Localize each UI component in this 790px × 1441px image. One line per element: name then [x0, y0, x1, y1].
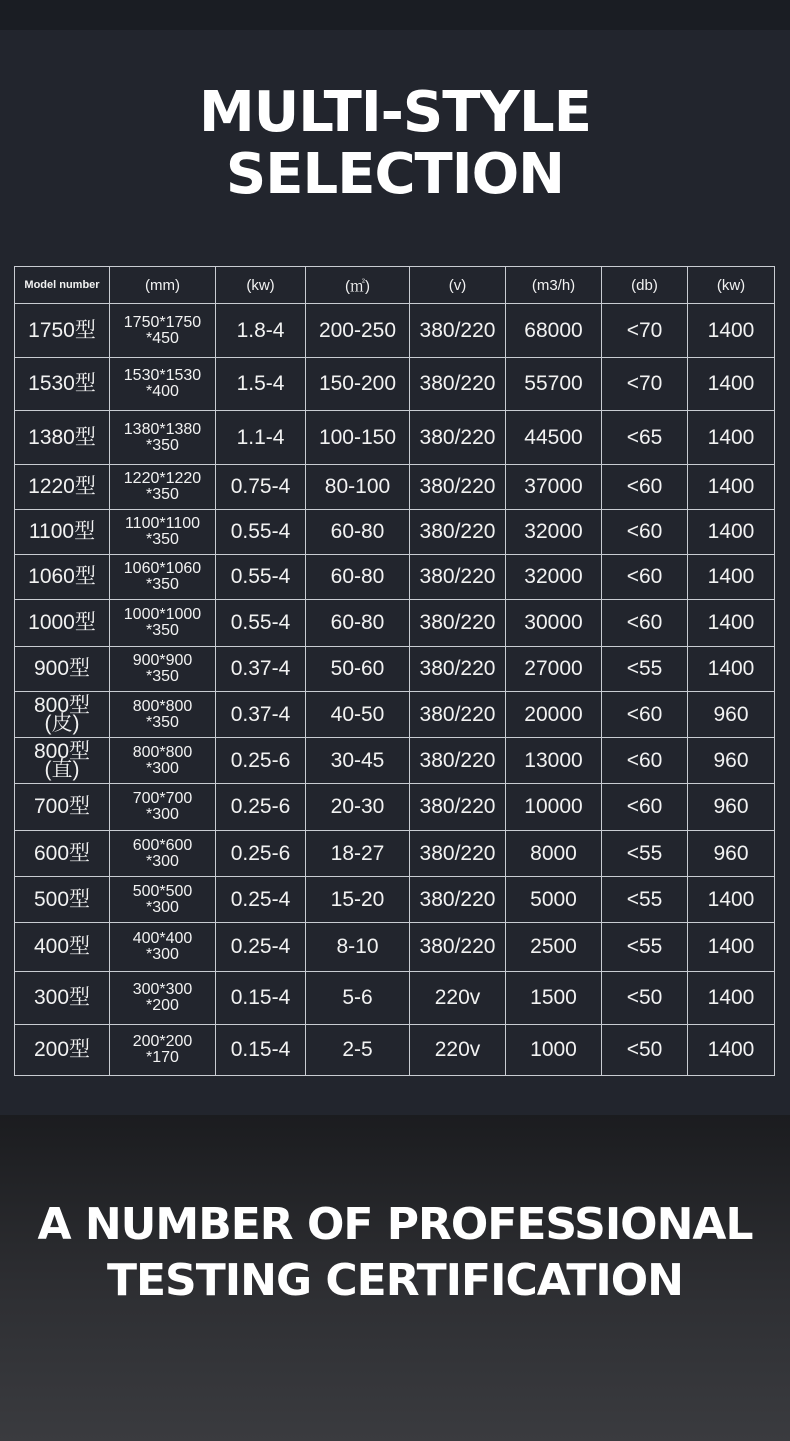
size-height: *350: [146, 622, 179, 639]
voltage-cell: 380/220: [410, 877, 506, 923]
airflow-cell: 37000: [506, 465, 602, 510]
speed-cell: 1400: [688, 600, 775, 647]
power-cell: 0.25-6: [216, 738, 306, 784]
power-cell: 0.75-4: [216, 465, 306, 510]
size-cell: [110, 972, 216, 1025]
size-height: *350: [146, 576, 179, 593]
airflow-cell: 10000: [506, 784, 602, 831]
size-height: *350: [146, 436, 179, 454]
speed-cell: 960: [688, 738, 775, 784]
certification-line-1: A NUMBER OF PROFESSIONAL: [37, 1199, 753, 1250]
speed-cell: 960: [688, 831, 775, 877]
size-cell: [110, 692, 216, 738]
size-height: *170: [146, 1049, 179, 1066]
area-cell: 60-80: [306, 600, 410, 647]
airflow-cell: 13000: [506, 738, 602, 784]
table-row: [15, 784, 775, 831]
size-height: *300: [146, 898, 179, 916]
voltage-cell: 380/220: [410, 600, 506, 647]
airflow-cell: 27000: [506, 647, 602, 692]
noise-cell: <60: [602, 784, 688, 831]
airflow-cell: 8000: [506, 831, 602, 877]
table-row: [15, 877, 775, 923]
model-cell: 1220型: [15, 465, 110, 510]
size-height: *200: [146, 997, 179, 1014]
header-voltage: (v): [410, 267, 506, 304]
title-line-1: MULTI-STYLE: [199, 80, 591, 145]
voltage-cell: 380/220: [410, 738, 506, 784]
area-cell: 8-10: [306, 923, 410, 972]
speed-cell: 1400: [688, 358, 775, 411]
power-cell: 0.25-6: [216, 831, 306, 877]
model-cell: 1000型: [15, 600, 110, 647]
table-header-row: [15, 267, 775, 304]
table-row: [15, 647, 775, 692]
size-cell: [110, 510, 216, 555]
size-dimension: 800*800: [132, 743, 193, 761]
size-cell: [110, 465, 216, 510]
size-cell: [110, 784, 216, 831]
speed-cell: 1400: [688, 465, 775, 510]
header-speed-kw: (kw): [688, 267, 775, 304]
speed-cell: 960: [688, 784, 775, 831]
table-row: [15, 738, 775, 784]
voltage-cell: 380/220: [410, 784, 506, 831]
size-cell: [110, 358, 216, 411]
power-cell: 0.55-4: [216, 555, 306, 600]
table-row: [15, 923, 775, 972]
table-row: [15, 465, 775, 510]
model-cell: 1100型: [15, 510, 110, 555]
area-cell: 2-5: [306, 1025, 410, 1076]
airflow-cell: 1500: [506, 972, 602, 1025]
spec-table: [14, 266, 775, 1076]
size-cell: [110, 877, 216, 923]
size-height: *450: [146, 329, 179, 347]
area-cell: 30-45: [306, 738, 410, 784]
size-height: *400: [146, 383, 179, 400]
table-row: [15, 304, 775, 358]
model-cell: 1380型: [15, 411, 110, 465]
area-cell: 100-150: [306, 411, 410, 465]
certification-heading: [0, 1197, 790, 1309]
power-cell: 0.37-4: [216, 647, 306, 692]
voltage-cell: 380/220: [410, 923, 506, 972]
noise-cell: <60: [602, 600, 688, 647]
model-cell: 200型: [15, 1025, 110, 1076]
noise-cell: <65: [602, 411, 688, 465]
size-dimension: 200*200: [132, 1033, 193, 1050]
size-cell: [110, 923, 216, 972]
airflow-cell: 55700: [506, 358, 602, 411]
airflow-cell: 30000: [506, 600, 602, 647]
speed-cell: 1400: [688, 510, 775, 555]
size-cell: [110, 411, 216, 465]
size-height: *300: [146, 946, 179, 963]
noise-cell: <50: [602, 972, 688, 1025]
size-height: *350: [146, 486, 179, 503]
size-height: *350: [146, 531, 179, 548]
noise-cell: <55: [602, 877, 688, 923]
model-cell: 700型: [15, 784, 110, 831]
voltage-cell: 220v: [410, 1025, 506, 1076]
noise-cell: <55: [602, 647, 688, 692]
area-cell: 150-200: [306, 358, 410, 411]
size-dimension: 300*300: [132, 981, 193, 998]
size-height: *350: [146, 713, 179, 731]
power-cell: 0.25-4: [216, 923, 306, 972]
power-cell: 1.8-4: [216, 304, 306, 358]
noise-cell: <60: [602, 465, 688, 510]
size-dimension: 1530*1530: [123, 367, 202, 384]
airflow-cell: 32000: [506, 510, 602, 555]
voltage-cell: 380/220: [410, 692, 506, 738]
table-row: [15, 411, 775, 465]
voltage-cell: 220v: [410, 972, 506, 1025]
header-model-number: Model number: [15, 267, 110, 304]
header-noise-db: (db): [602, 267, 688, 304]
airflow-cell: 5000: [506, 877, 602, 923]
table-row: [15, 600, 775, 647]
area-cell: 5-6: [306, 972, 410, 1025]
speed-cell: 1400: [688, 1025, 775, 1076]
table-row: [15, 510, 775, 555]
size-dimension: 1750*1750: [123, 313, 202, 331]
area-cell: 80-100: [306, 465, 410, 510]
noise-cell: <60: [602, 692, 688, 738]
size-dimension: 1380*1380: [123, 420, 202, 438]
certification-line-2: TESTING CERTIFICATION: [106, 1255, 683, 1306]
model-cell: 800型 (皮): [15, 692, 110, 738]
model-cell: 1750型: [15, 304, 110, 358]
voltage-cell: 380/220: [410, 647, 506, 692]
airflow-cell: 2500: [506, 923, 602, 972]
voltage-cell: 380/220: [410, 831, 506, 877]
airflow-cell: 20000: [506, 692, 602, 738]
area-cell: 18-27: [306, 831, 410, 877]
airflow-cell: 68000: [506, 304, 602, 358]
size-cell: [110, 555, 216, 600]
size-dimension: 800*800: [132, 697, 193, 715]
airflow-cell: 1000: [506, 1025, 602, 1076]
size-height: *350: [146, 668, 179, 685]
voltage-cell: 380/220: [410, 465, 506, 510]
table-row: [15, 831, 775, 877]
model-cell: 400型: [15, 923, 110, 972]
voltage-cell: 380/220: [410, 304, 506, 358]
noise-cell: <55: [602, 923, 688, 972]
voltage-cell: 380/220: [410, 358, 506, 411]
noise-cell: <55: [602, 831, 688, 877]
top-strip: [0, 0, 790, 30]
noise-cell: <70: [602, 304, 688, 358]
area-cell: 15-20: [306, 877, 410, 923]
speed-cell: 1400: [688, 304, 775, 358]
airflow-cell: 32000: [506, 555, 602, 600]
size-dimension: 700*700: [132, 790, 193, 807]
header-area: (㎡): [306, 267, 410, 304]
size-dimension: 400*400: [132, 930, 193, 947]
power-cell: 0.55-4: [216, 510, 306, 555]
area-cell: 60-80: [306, 510, 410, 555]
size-dimension: 900*900: [132, 652, 193, 669]
header-airflow: (m3/h): [506, 267, 602, 304]
speed-cell: 1400: [688, 647, 775, 692]
size-cell: [110, 1025, 216, 1076]
power-cell: 0.25-4: [216, 877, 306, 923]
power-cell: 0.25-6: [216, 784, 306, 831]
area-cell: 40-50: [306, 692, 410, 738]
size-dimension: 1220*1220: [123, 470, 202, 487]
power-cell: 0.15-4: [216, 972, 306, 1025]
size-cell: [110, 647, 216, 692]
power-cell: 0.37-4: [216, 692, 306, 738]
size-dimension: 1000*1000: [123, 606, 202, 623]
noise-cell: <60: [602, 555, 688, 600]
title-line-2: SELECTION: [225, 142, 565, 207]
voltage-cell: 380/220: [410, 555, 506, 600]
speed-cell: 1400: [688, 923, 775, 972]
model-cell: 600型: [15, 831, 110, 877]
table-row: [15, 555, 775, 600]
table-row: [15, 1025, 775, 1076]
model-cell: 1530型: [15, 358, 110, 411]
table-row: [15, 358, 775, 411]
size-cell: [110, 831, 216, 877]
power-cell: 0.15-4: [216, 1025, 306, 1076]
speed-cell: 1400: [688, 555, 775, 600]
power-cell: 0.55-4: [216, 600, 306, 647]
size-cell: [110, 738, 216, 784]
size-height: *300: [146, 806, 179, 823]
noise-cell: <60: [602, 510, 688, 555]
area-cell: 60-80: [306, 555, 410, 600]
model-cell: 800型 (直): [15, 738, 110, 784]
model-cell: 300型: [15, 972, 110, 1025]
area-cell: 200-250: [306, 304, 410, 358]
voltage-cell: 380/220: [410, 411, 506, 465]
size-height: *300: [146, 759, 179, 777]
table-row: [15, 972, 775, 1025]
noise-cell: <50: [602, 1025, 688, 1076]
size-cell: [110, 304, 216, 358]
noise-cell: <60: [602, 738, 688, 784]
noise-cell: <70: [602, 358, 688, 411]
header-power-kw: (kw): [216, 267, 306, 304]
model-cell: 500型: [15, 877, 110, 923]
airflow-cell: 44500: [506, 411, 602, 465]
page-title: [0, 82, 790, 206]
size-dimension: 500*500: [132, 882, 193, 900]
power-cell: 1.1-4: [216, 411, 306, 465]
size-dimension: 1060*1060: [123, 560, 202, 577]
voltage-cell: 380/220: [410, 510, 506, 555]
model-cell: 900型: [15, 647, 110, 692]
speed-cell: 1400: [688, 972, 775, 1025]
size-cell: [110, 600, 216, 647]
speed-cell: 1400: [688, 877, 775, 923]
speed-cell: 960: [688, 692, 775, 738]
model-cell: 1060型: [15, 555, 110, 600]
table-row: [15, 692, 775, 738]
area-cell: 50-60: [306, 647, 410, 692]
spec-table-container: [14, 266, 775, 1076]
speed-cell: 1400: [688, 411, 775, 465]
area-cell: 20-30: [306, 784, 410, 831]
size-height: *300: [146, 852, 179, 870]
header-size-mm: (mm): [110, 267, 216, 304]
size-dimension: 600*600: [132, 836, 193, 854]
power-cell: 1.5-4: [216, 358, 306, 411]
size-dimension: 1100*1100: [124, 515, 201, 532]
